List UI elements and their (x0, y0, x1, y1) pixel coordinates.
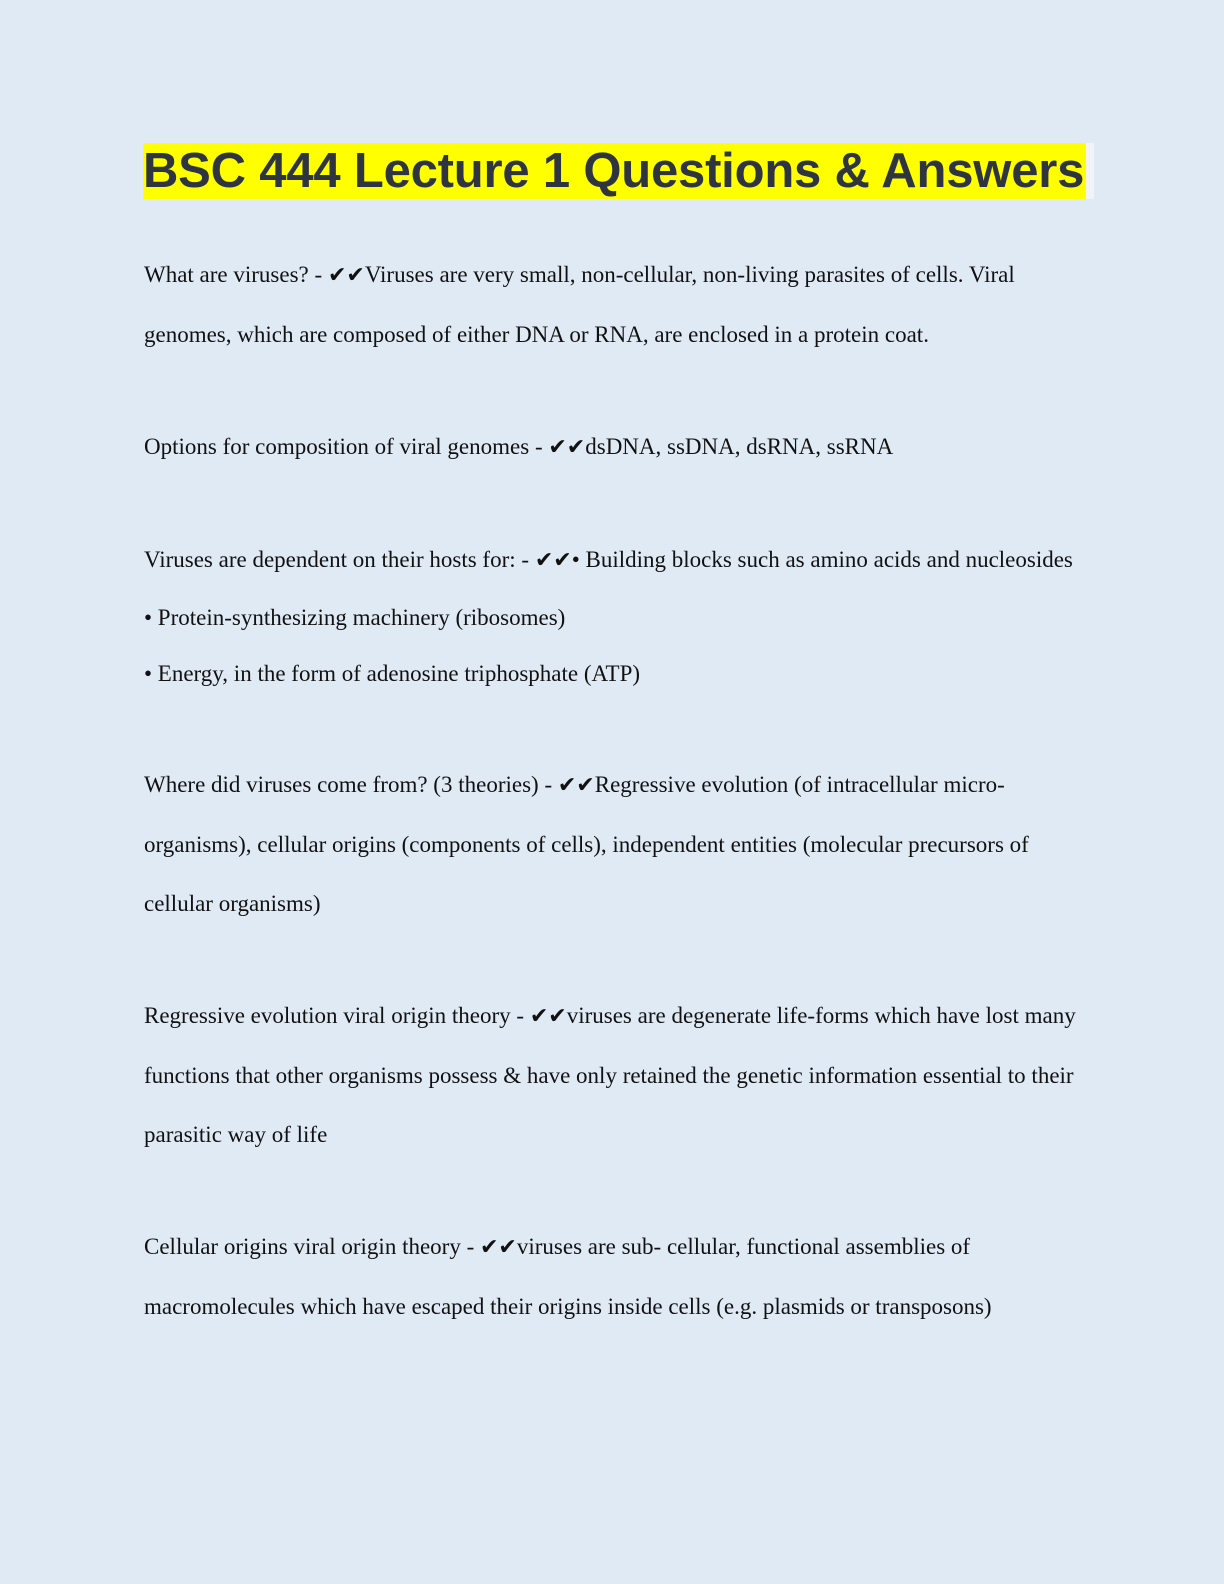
bullet-item: • Energy, in the form of adenosine triphosphate (ATP) (144, 661, 641, 686)
qa-paragraph (144, 986, 1084, 1164)
question-text: What are viruses? (144, 262, 309, 287)
separator: - (538, 772, 558, 797)
page-title: BSC 444 Lecture 1 Questions & Answers (143, 144, 1085, 198)
answer-text: viruses are sub- cellular, functional assemblies of macromolecules which have escaped their origins inside cells (e.g. plasmids or transposons) (144, 1234, 992, 1319)
double-check-icon: ✔✔ (327, 263, 365, 288)
qa-item-2 (144, 417, 1084, 477)
qa-paragraph (144, 1217, 1084, 1336)
answer-text: dsDNA, ssDNA, dsRNA, ssRNA (585, 434, 894, 459)
qa-item-3 (144, 530, 1084, 702)
qa-paragraph (144, 755, 1084, 933)
answer-text: Viruses are very small, non-cellular, non-living parasites of cells. Viral genomes, which are composed of either DNA or RNA, are enclosed in a protein coat. (144, 262, 1015, 347)
double-check-icon: ✔✔ (480, 1235, 517, 1260)
question-text: Where did viruses come from? (3 theories) (144, 772, 539, 797)
qa-paragraph (144, 245, 1084, 364)
double-check-icon: ✔✔ (534, 548, 572, 573)
answer-text: viruses are degenerate life-forms which have lost many functions that other organisms possess & have only retained the genetic information essential to their parasitic way of life (144, 1003, 1076, 1147)
separator: - (308, 262, 328, 287)
qa-paragraph (144, 417, 1084, 477)
qa-list (144, 245, 1084, 1389)
qa-item-6 (144, 1217, 1084, 1336)
question-text: Cellular origins viral origin theory (144, 1234, 461, 1259)
answer-text: • Building blocks such as amino acids and nucleosides (571, 547, 1073, 572)
double-check-icon: ✔✔ (529, 1004, 567, 1029)
separator: - (510, 1003, 530, 1028)
question-text: Regressive evolution viral origin theory (144, 1003, 511, 1028)
qa-item-1 (144, 245, 1084, 364)
separator: - (515, 547, 535, 572)
title-highlight (143, 143, 1094, 199)
separator: - (529, 434, 549, 459)
answer-text: Regressive evolution (of intracellular micro-organisms), cellular origins (components of cells), independent entities (molecular precursors of cellular organisms) (144, 772, 1029, 916)
bullet-item: • Protein-synthesizing machinery (ribosomes) (144, 605, 566, 630)
double-check-icon: ✔✔ (548, 435, 586, 460)
question-text: Options for composition of viral genomes (144, 434, 530, 459)
double-check-icon: ✔✔ (557, 773, 595, 798)
separator: - (460, 1234, 480, 1259)
qa-paragraph (144, 530, 1084, 590)
question-text: Viruses are dependent on their hosts for: (144, 547, 516, 572)
qa-item-4 (144, 755, 1084, 933)
qa-item-5 (144, 986, 1084, 1164)
